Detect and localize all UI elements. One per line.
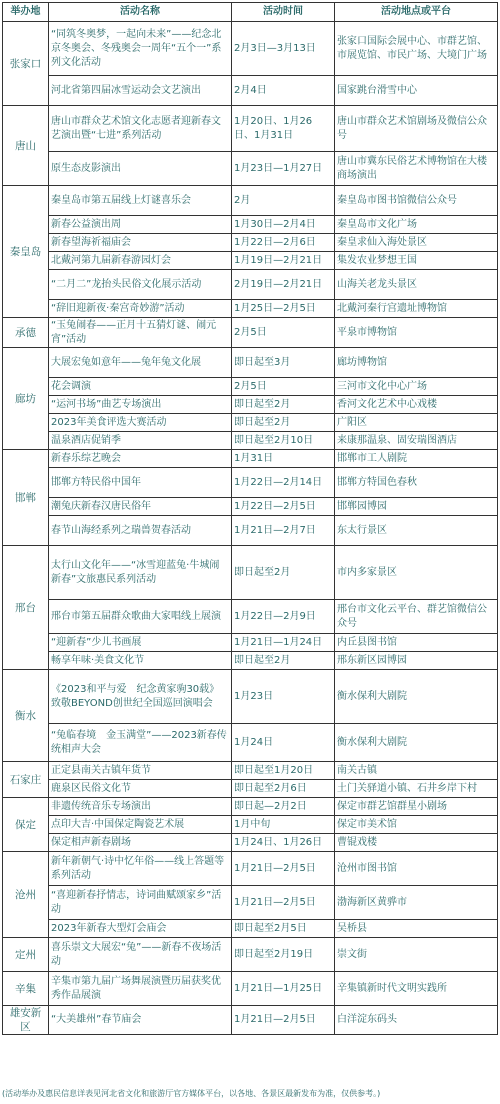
activity-name-cell: 潮兔庆新春汉唐民俗年 — [49, 498, 232, 516]
activity-time-cell: 即日起至2月 — [232, 414, 335, 432]
activity-venue-cell: 廊坊博物馆 — [335, 348, 498, 378]
activity-time-cell: 1月23日 — [232, 670, 335, 724]
activity-time-cell: 即日起至2月 — [232, 396, 335, 414]
footnote: (活动举办及惠民信息详表见河北省文化和旅游厅官方媒体平台，以各地、各景区最新发布为准，仅供参考。) — [2, 1089, 381, 1098]
activity-time-cell: 即日起至2月 — [232, 652, 335, 670]
city-cell: 辛集 — [3, 972, 49, 1006]
activity-time-cell: 即日起至2月 — [232, 546, 335, 600]
city-cell: 唐山 — [3, 106, 49, 186]
activity-time-cell: 1月20日、1月26日、1月31日 — [232, 106, 335, 152]
header-city: 举办地 — [3, 3, 49, 22]
table-body — [3, 22, 498, 1035]
table-row — [3, 396, 498, 414]
activity-venue-cell: 邢东新区园博园 — [335, 652, 498, 670]
table-row — [3, 670, 498, 724]
city-cell: 承德 — [3, 318, 49, 348]
activity-name-cell: 秦皇岛市第五届线上灯谜喜乐会 — [49, 186, 232, 216]
table-row — [3, 972, 498, 1006]
activity-name-cell: “玉兔闹春——正月十五猜灯谜、闹元宵”活动 — [49, 318, 232, 348]
activity-name-cell: 点印大吉·中国保定陶瓷艺术展 — [49, 816, 232, 834]
activity-venue-cell: 南关古镇 — [335, 762, 498, 780]
city-cell: 雄安新区 — [3, 1006, 49, 1035]
activity-venue-cell: 辛集镇新时代文明实践所 — [335, 972, 498, 1006]
activity-time-cell: 1月25日—2月5日 — [232, 300, 335, 318]
activity-time-cell: 1月21日—1月25日 — [232, 972, 335, 1006]
activity-name-cell: 春节山海经系列之瑞兽贺春活动 — [49, 516, 232, 546]
activity-name-cell: 2023年新春大型灯会庙会 — [49, 920, 232, 938]
table-row — [3, 22, 498, 76]
table-row — [3, 546, 498, 600]
activity-name-cell: 花会调演 — [49, 378, 232, 396]
activity-time-cell: 即日起至2月10日 — [232, 432, 335, 450]
activity-name-cell: 新春望海祈福庙会 — [49, 234, 232, 252]
activity-venue-cell: 平泉市博物馆 — [335, 318, 498, 348]
activity-name-cell: 原生态皮影演出 — [49, 152, 232, 186]
activity-name-cell: 《2023和平与爱 纪念黄家驹30载》致敬BEYOND创世纪全国巡回演唱会 — [49, 670, 232, 724]
city-cell: 邢台 — [3, 546, 49, 670]
city-cell: 秦皇岛 — [3, 186, 49, 318]
city-cell: 石家庄 — [3, 762, 49, 798]
activity-name-cell: 邢台市第五届群众歌曲大家唱线上展演 — [49, 600, 232, 634]
activity-name-cell: 北戴河第九届新春游园灯会 — [49, 252, 232, 270]
activity-time-cell: 1月22日—2月9日 — [232, 600, 335, 634]
activity-name-cell: 新春乐综艺晚会 — [49, 450, 232, 468]
table-row — [3, 852, 498, 886]
activity-venue-cell: 衡水保利大剧院 — [335, 670, 498, 724]
header-venue: 活动地点或平台 — [335, 3, 498, 22]
table-row — [3, 270, 498, 300]
activity-name-cell: 温泉酒店促销季 — [49, 432, 232, 450]
activity-venue-cell: 邯郸园博园 — [335, 498, 498, 516]
table-row — [3, 76, 498, 106]
activity-time-cell: 2月4日 — [232, 76, 335, 106]
activity-name-cell: 2023年美食评选大赛活动 — [49, 414, 232, 432]
event-schedule-table — [2, 2, 498, 1035]
activity-venue-cell: 秦皇岛市文化广场 — [335, 216, 498, 234]
activity-venue-cell: 保定市群艺馆群星小剧场 — [335, 798, 498, 816]
activity-time-cell: 1月中旬 — [232, 816, 335, 834]
activity-time-cell: 即日起至2月19日 — [232, 938, 335, 972]
table-row — [3, 348, 498, 378]
activity-time-cell: 1月22日—2月6日 — [232, 234, 335, 252]
activity-time-cell: 1月31日 — [232, 450, 335, 468]
activity-time-cell: 1月21日—2月7日 — [232, 516, 335, 546]
activity-name-cell: “辞旧迎新夜·秦宫奇妙游”活动 — [49, 300, 232, 318]
city-cell: 廊坊 — [3, 348, 49, 450]
activity-time-cell: 1月24日、1月26日 — [232, 834, 335, 852]
activity-name-cell: 邯郸方特民俗中国年 — [49, 468, 232, 498]
city-cell: 邯郸 — [3, 450, 49, 546]
header-row — [3, 3, 498, 22]
activity-name-cell: “运河书场”曲艺专场演出 — [49, 396, 232, 414]
activity-venue-cell: 市内多家景区 — [335, 546, 498, 600]
activity-name-cell: 河北省第四届冰雪运动会文艺演出 — [49, 76, 232, 106]
activity-time-cell: 1月21日—2月5日 — [232, 886, 335, 920]
activity-name-cell: “同筑冬奥梦，一起向未来”——纪念北京冬奥会、冬残奥会一周年“五个一”系列文化活动 — [49, 22, 232, 76]
table-row — [3, 600, 498, 634]
table-row — [3, 798, 498, 816]
city-cell: 保定 — [3, 798, 49, 852]
table-row — [3, 652, 498, 670]
activity-venue-cell: 集发农业梦想王国 — [335, 252, 498, 270]
table-row — [3, 780, 498, 798]
activity-venue-cell: 唐山市冀东民俗艺术博物馆在大楼商场演出 — [335, 152, 498, 186]
activity-venue-cell: 东太行景区 — [335, 516, 498, 546]
activity-venue-cell: 渤海新区黄骅市 — [335, 886, 498, 920]
city-cell: 张家口 — [3, 22, 49, 106]
activity-venue-cell: 三河市文化中心广场 — [335, 378, 498, 396]
activity-time-cell: 2月 — [232, 186, 335, 216]
activity-name-cell: 太行山文化年——“冰雪迎蓝兔·牛城闹新春”文旅惠民系列活动 — [49, 546, 232, 600]
activity-time-cell: 1月21日—1月24日 — [232, 634, 335, 652]
activity-name-cell: 保定相声新春剧场 — [49, 834, 232, 852]
activity-venue-cell: 崇文街 — [335, 938, 498, 972]
activity-name-cell: 新年新朝气·诗中忆年俗——线上答题等系列活动 — [49, 852, 232, 886]
activity-name-cell: 新春公益演出周 — [49, 216, 232, 234]
table-row — [3, 886, 498, 920]
activity-name-cell: 正定县南关古镇年货节 — [49, 762, 232, 780]
activity-time-cell: 即日起至1月20日 — [232, 762, 335, 780]
activity-name-cell: 大展宏兔如意年——兔年兔文化展 — [49, 348, 232, 378]
activity-venue-cell: 吴桥县 — [335, 920, 498, 938]
activity-venue-cell: 张家口国际会展中心、市群艺馆、市展览馆、市民广场、大境门广场 — [335, 22, 498, 76]
activity-time-cell: 1月22日—2月5日 — [232, 498, 335, 516]
activity-time-cell: 即日起至2月6日 — [232, 780, 335, 798]
activity-venue-cell: 土门关驿道小镇、石井乡岸下村 — [335, 780, 498, 798]
table-row — [3, 414, 498, 432]
activity-time-cell: 即日起—2月2日 — [232, 798, 335, 816]
activity-venue-cell: 香河文化艺术中心戏楼 — [335, 396, 498, 414]
activity-venue-cell: 秦皇岛市图书馆微信公众号 — [335, 186, 498, 216]
activity-name-cell: “二月二”龙抬头民俗文化展示活动 — [49, 270, 232, 300]
activity-time-cell: 1月21日—2月5日 — [232, 1006, 335, 1035]
activity-venue-cell: 沧州市图书馆 — [335, 852, 498, 886]
activity-venue-cell: 北戴河秦行宫遗址博物馆 — [335, 300, 498, 318]
table-row — [3, 152, 498, 186]
table-row — [3, 234, 498, 252]
table-row — [3, 634, 498, 652]
activity-time-cell: 2月19日—2月21日 — [232, 270, 335, 300]
activity-name-cell: “大美雄州”春节庙会 — [49, 1006, 232, 1035]
header-time: 活动时间 — [232, 3, 335, 22]
table-row — [3, 378, 498, 396]
table-row — [3, 498, 498, 516]
activity-time-cell: 2月3日—3月13日 — [232, 22, 335, 76]
city-cell: 衡水 — [3, 670, 49, 762]
activity-venue-cell: 唐山市群众艺术馆剧场及微信公众号 — [335, 106, 498, 152]
table-row — [3, 468, 498, 498]
table-row — [3, 920, 498, 938]
activity-time-cell: 1月30日—2月4日 — [232, 216, 335, 234]
activity-name-cell: “喜迎新春抒情志，诗词曲赋颂家乡”活动 — [49, 886, 232, 920]
activity-time-cell: 1月23日—1月27日 — [232, 152, 335, 186]
city-cell: 定州 — [3, 938, 49, 972]
activity-venue-cell: 白洋淀东码头 — [335, 1006, 498, 1035]
activity-name-cell: “兔临春境 金玉满堂”——2023新春传统相声大会 — [49, 724, 232, 762]
table-row — [3, 516, 498, 546]
activity-time-cell: 1月21日—2月5日 — [232, 852, 335, 886]
activity-name-cell: 鹿泉区民俗文化节 — [49, 780, 232, 798]
activity-venue-cell: 山海关老龙头景区 — [335, 270, 498, 300]
activity-time-cell: 2月5日 — [232, 318, 335, 348]
activity-time-cell: 2月5日 — [232, 378, 335, 396]
table-row — [3, 318, 498, 348]
table-row — [3, 724, 498, 762]
activity-name-cell: 非遗传统音乐专场演出 — [49, 798, 232, 816]
table-row — [3, 938, 498, 972]
activity-venue-cell: 邢台市文化云平台、群艺馆微信公众号 — [335, 600, 498, 634]
table-row — [3, 816, 498, 834]
activity-time-cell: 即日起至3月 — [232, 348, 335, 378]
activity-venue-cell: 秦皇求仙入海处景区 — [335, 234, 498, 252]
activity-venue-cell: 来康那温泉、固安瑞图酒店 — [335, 432, 498, 450]
activity-name-cell: 畅享年味·美食文化节 — [49, 652, 232, 670]
table-row — [3, 106, 498, 152]
activity-name-cell: “迎新春”少儿书画展 — [49, 634, 232, 652]
table-row — [3, 1006, 498, 1035]
activity-venue-cell: 广阳区 — [335, 414, 498, 432]
activity-name-cell: 唐山市群众艺术馆文化志愿者迎新春文艺演出暨“七进”系列活动 — [49, 106, 232, 152]
activity-time-cell: 1月22日—2月14日 — [232, 468, 335, 498]
activity-venue-cell: 保定市美术馆 — [335, 816, 498, 834]
activity-time-cell: 即日起至2月5日 — [232, 920, 335, 938]
table-row — [3, 300, 498, 318]
activity-venue-cell: 曹锟戏楼 — [335, 834, 498, 852]
table-row — [3, 186, 498, 216]
table-row — [3, 252, 498, 270]
table-row — [3, 762, 498, 780]
activity-venue-cell: 衡水保利大剧院 — [335, 724, 498, 762]
table-row — [3, 834, 498, 852]
city-cell: 沧州 — [3, 852, 49, 938]
table-row — [3, 216, 498, 234]
activity-venue-cell: 国家跳台滑雪中心 — [335, 76, 498, 106]
activity-venue-cell: 邯郸方特国色春秋 — [335, 468, 498, 498]
activity-name-cell: 辛集市第九届广场舞展演暨历届获奖优秀作品展演 — [49, 972, 232, 1006]
table-row — [3, 432, 498, 450]
activity-name-cell: 喜乐崇文大展宏“兔”——新春不夜场活动 — [49, 938, 232, 972]
activity-venue-cell: 内丘县图书馆 — [335, 634, 498, 652]
table-row — [3, 450, 498, 468]
activity-time-cell: 1月24日 — [232, 724, 335, 762]
activity-time-cell: 1月19日—2月21日 — [232, 252, 335, 270]
activity-venue-cell: 邯郸市工人剧院 — [335, 450, 498, 468]
header-name: 活动名称 — [49, 3, 232, 22]
